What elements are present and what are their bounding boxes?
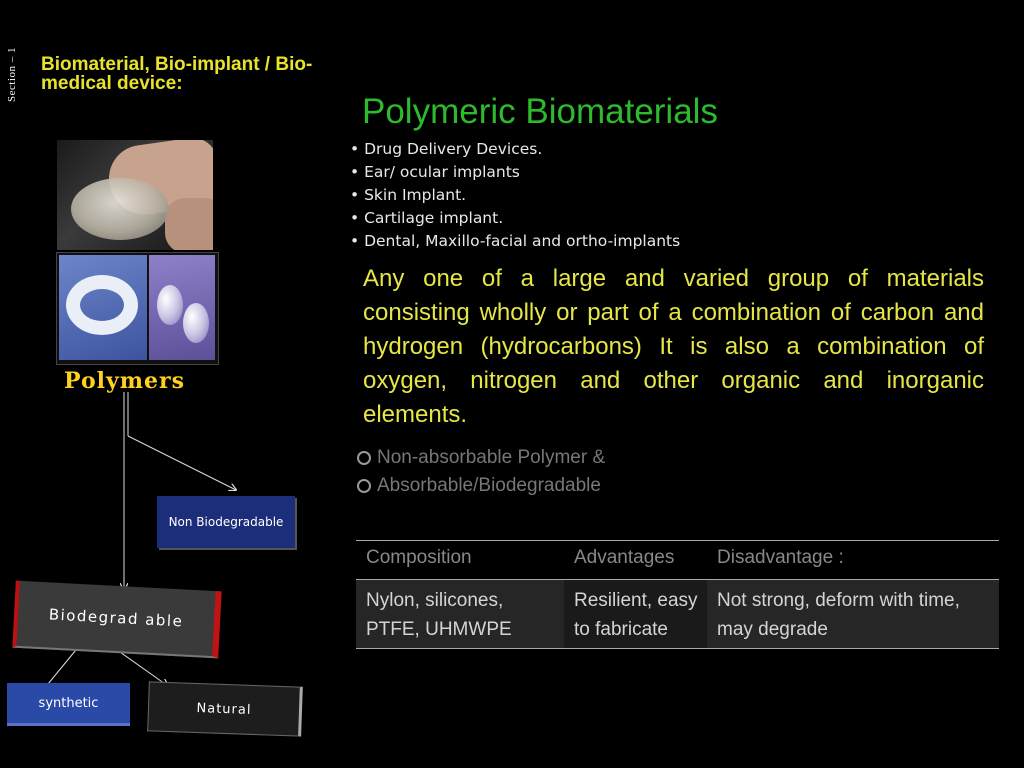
synthetic-box: synthetic bbox=[7, 683, 130, 726]
column-header-advantages: Advantages bbox=[564, 541, 707, 580]
non-biodegradable-box: Non Biodegradable bbox=[157, 496, 295, 548]
list-item: • Ear/ ocular implants bbox=[350, 161, 680, 184]
table-cell: Nylon, silicones, PTFE, UHMWPE bbox=[356, 580, 564, 649]
polymers-label: Polymers bbox=[64, 368, 186, 394]
list-item: • Drug Delivery Devices. bbox=[350, 138, 680, 161]
side-title: Biomaterial, Bio-implant / Bio-medical device: bbox=[41, 54, 313, 94]
biodegradable-box: Biodegrad able bbox=[12, 581, 221, 659]
polymer-types-list bbox=[357, 444, 605, 500]
breast-implant-photo bbox=[57, 140, 213, 250]
table-cell: Not strong, deform with time, may degrade bbox=[707, 580, 999, 649]
list-item: • Dental, Maxillo-facial and ortho-implants bbox=[350, 230, 680, 253]
circle-bullet-icon bbox=[357, 451, 371, 465]
table-row bbox=[356, 580, 999, 649]
polymer-definition: Any one of a large and varied group of materials consisting wholly or part of a combination of carbon and hydrogen (hydrocarbons) It is also a combination of oxygen, nitrogen and other organic and inorganic elements. bbox=[363, 265, 984, 428]
list-item: Non-absorbable Polymer & bbox=[357, 444, 605, 472]
polymer-implants-photo bbox=[56, 252, 219, 365]
column-header-disadvantage: Disadvantage : bbox=[707, 541, 999, 580]
list-item: • Cartilage implant. bbox=[350, 207, 680, 230]
section-label: Section – 1 bbox=[6, 47, 18, 102]
table-cell: Resilient, easy to fabricate bbox=[564, 580, 707, 649]
application-list bbox=[350, 138, 680, 253]
circle-bullet-icon bbox=[357, 479, 371, 493]
column-header-composition: Composition bbox=[356, 541, 564, 580]
main-title: Polymeric Biomaterials bbox=[362, 92, 718, 131]
polymer-properties-table bbox=[356, 540, 999, 649]
list-item: • Skin Implant. bbox=[350, 184, 680, 207]
table-header-row bbox=[356, 541, 999, 580]
natural-box: Natural bbox=[147, 681, 303, 736]
list-item: Absorbable/Biodegradable bbox=[357, 472, 605, 500]
